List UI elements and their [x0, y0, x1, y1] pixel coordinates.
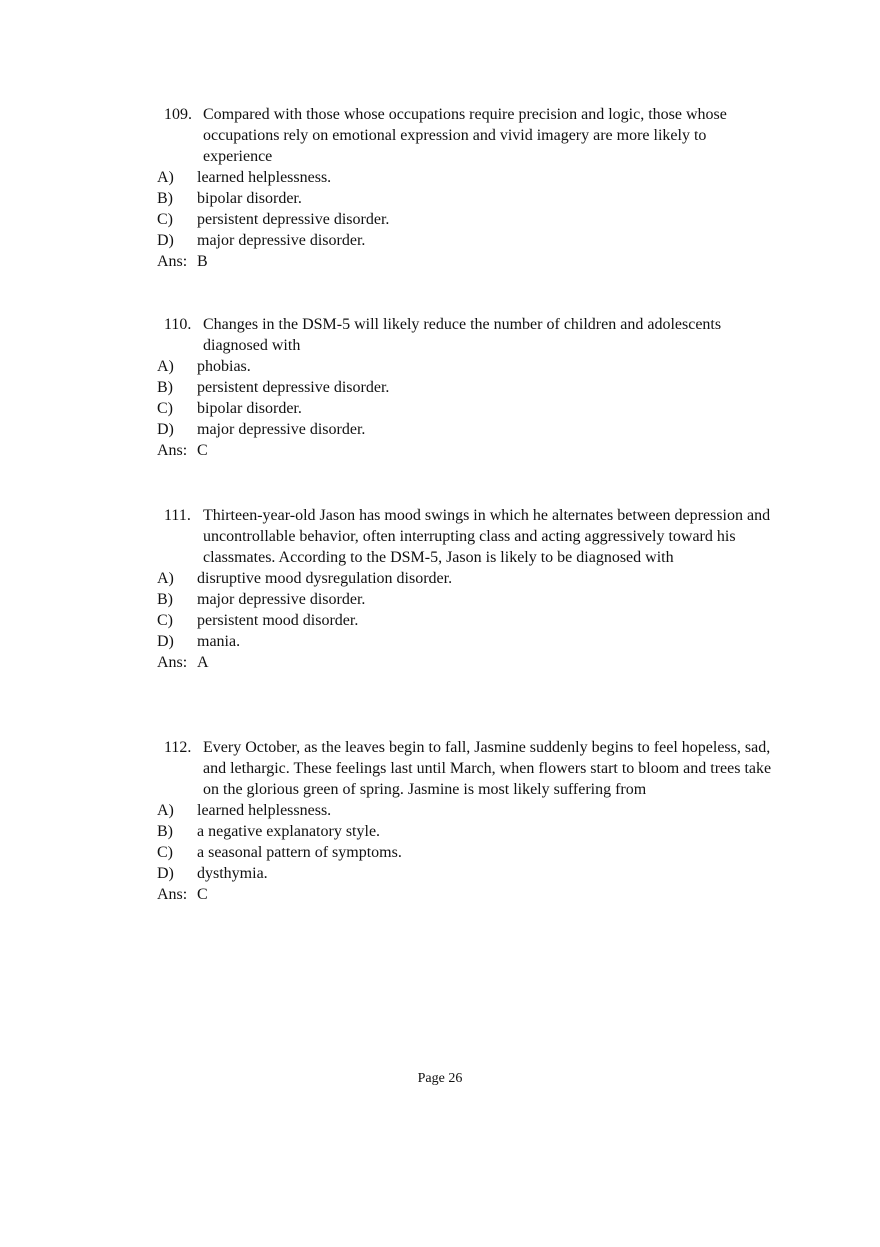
option-b: [0, 821, 880, 842]
option-text: major depressive disorder.: [197, 591, 366, 608]
option-letter: D): [157, 232, 174, 249]
answer-value: B: [197, 253, 208, 270]
option-letter: B): [157, 823, 173, 840]
option-c: [0, 610, 880, 631]
answer-label: Ans:: [157, 442, 188, 459]
option-letter: A): [157, 802, 174, 819]
answer-line: [0, 251, 880, 272]
option-letter: A): [157, 570, 174, 587]
question-number: 110.: [164, 316, 192, 333]
option-a: [0, 568, 880, 589]
answer-label: Ans:: [157, 253, 188, 270]
option-text: a negative explanatory style.: [197, 823, 381, 840]
question-number: 109.: [164, 106, 192, 123]
answer-value: C: [197, 886, 208, 903]
option-letter: B): [157, 379, 173, 396]
option-letter: C): [157, 844, 173, 861]
option-letter: B): [157, 591, 173, 608]
option-text: persistent mood disorder.: [197, 612, 359, 629]
question-109: [0, 104, 880, 272]
option-text: bipolar disorder.: [197, 400, 302, 417]
option-text: disruptive mood dysregulation disorder.: [197, 570, 453, 587]
question-text: Thirteen-year-old Jason has mood swings in which he alternates between depression and uncontrollable behavior, often interrupting class and acting aggressively toward his classmates. According to the DSM-5, Jason is likely to be diagnosed with: [203, 507, 771, 566]
option-text: a seasonal pattern of symptoms.: [197, 844, 402, 861]
answer-line: [0, 884, 880, 905]
answer-label: Ans:: [157, 886, 188, 903]
option-text: learned helplessness.: [197, 802, 332, 819]
answer-value: A: [197, 654, 209, 671]
question-110: [0, 314, 880, 461]
option-letter: D): [157, 865, 174, 882]
option-letter: B): [157, 190, 173, 207]
question-number: 111.: [164, 507, 191, 524]
option-b: [0, 589, 880, 610]
option-text: mania.: [197, 633, 241, 650]
option-d: [0, 230, 880, 251]
option-text: bipolar disorder.: [197, 190, 302, 207]
option-b: [0, 188, 880, 209]
option-text: learned helplessness.: [197, 169, 332, 186]
option-text: dysthymia.: [197, 865, 268, 882]
option-text: major depressive disorder.: [197, 232, 366, 249]
option-text: persistent depressive disorder.: [197, 211, 390, 228]
option-letter: C): [157, 400, 173, 417]
option-a: [0, 356, 880, 377]
question-text: Every October, as the leaves begin to fall, Jasmine suddenly begins to feel hopeless, sad, and lethargic. These feelings last until March, when flowers start to bloom and trees take on the glorious green of spring. Jasmine is most likely suffering from: [203, 739, 772, 798]
answer-value: C: [197, 442, 208, 459]
option-d: [0, 419, 880, 440]
option-c: [0, 209, 880, 230]
option-letter: A): [157, 358, 174, 375]
answer-line: [0, 440, 880, 461]
option-b: [0, 377, 880, 398]
question-112: [0, 737, 880, 905]
question-number: 112.: [164, 739, 192, 756]
option-letter: A): [157, 169, 174, 186]
option-letter: C): [157, 211, 173, 228]
question-stem: [0, 737, 773, 800]
question-stem: [0, 314, 773, 356]
option-letter: D): [157, 421, 174, 438]
question-text: Compared with those whose occupations require precision and logic, those whose occupations rely on emotional expression and vivid imagery are more likely to experience: [203, 106, 727, 165]
answer-line: [0, 652, 880, 673]
option-letter: D): [157, 633, 174, 650]
option-a: [0, 800, 880, 821]
option-c: [0, 398, 880, 419]
page-number: Page 26: [417, 1071, 463, 1086]
option-a: [0, 167, 880, 188]
option-c: [0, 842, 880, 863]
question-stem: [0, 104, 773, 167]
option-text: major depressive disorder.: [197, 421, 366, 438]
question-text: Changes in the DSM-5 will likely reduce the number of children and adolescents diagnosed with: [203, 316, 722, 354]
option-text: phobias.: [197, 358, 251, 375]
option-text: persistent depressive disorder.: [197, 379, 390, 396]
option-letter: C): [157, 612, 173, 629]
answer-label: Ans:: [157, 654, 188, 671]
question-stem: [0, 505, 773, 568]
option-d: [0, 631, 880, 652]
option-d: [0, 863, 880, 884]
question-111: [0, 505, 880, 673]
